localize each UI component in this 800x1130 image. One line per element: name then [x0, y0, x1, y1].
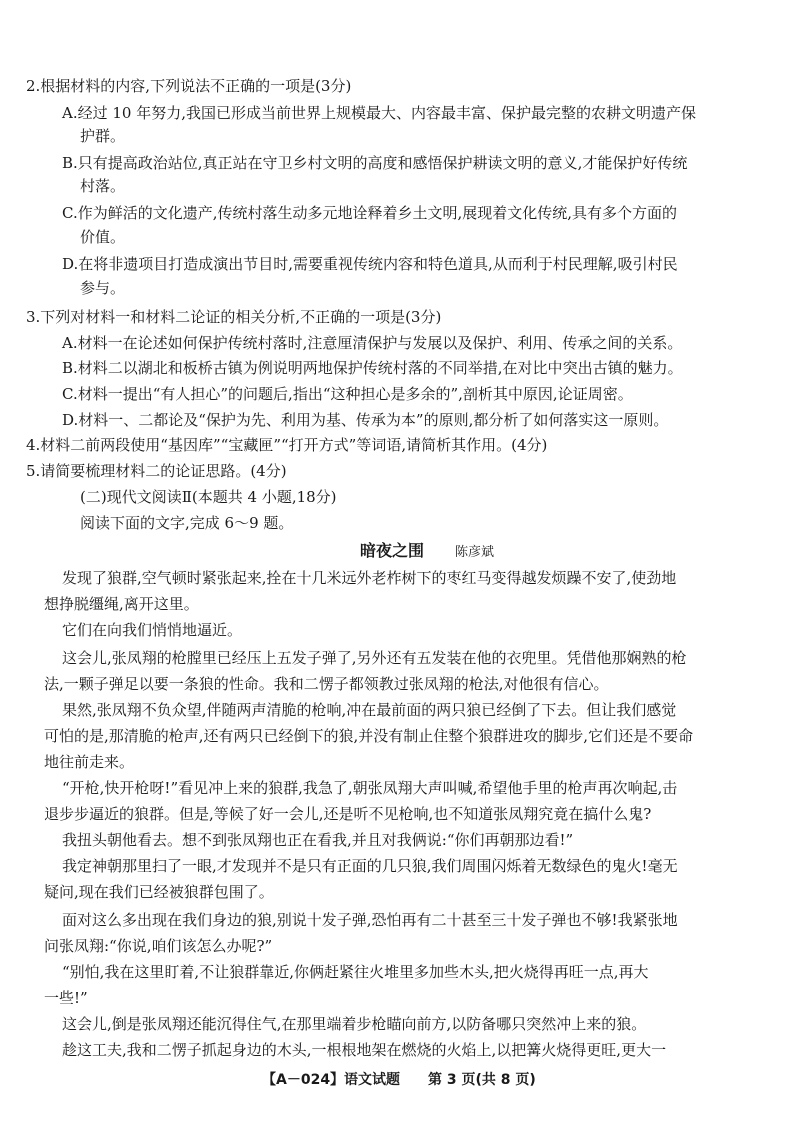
q4: 4.材料二前两段使用“基因库”“宝藏匣”“打开方式”等词语,请简析其作用。(4分): [26, 436, 548, 454]
story-line: 疑问,现在我们已经被狼群包围了。: [44, 883, 274, 901]
story-line: 果然,张凤翔不负众望,伴随两声清脆的枪响,冲在最前面的两只狼已经倒了下去。但让我们感觉: [62, 701, 677, 719]
q3-option-d: D.材料一、二都论及“保护为先、利用为基、传承为本”的原则,都分析了如何落实这一原则。: [62, 411, 669, 429]
q2-option-c-cont: 价值。: [80, 228, 126, 246]
q2-option-d: D.在将非遗项目打造成演出节目时,需要重视传统内容和特色道具,从而利于村民理解,吸引村民: [62, 255, 678, 273]
story-line: “开枪,快开枪呀!”看见冲上来的狼群,我急了,朝张凤翔大声叫喊,希望他手里的枪声再次响起,击: [62, 779, 678, 797]
q2-option-a-cont: 护群。: [80, 127, 126, 145]
story-line: 这会儿,倒是张凤翔还能沉得住气,在那里端着步枪瞄向前方,以防备哪只突然冲上来的狼。: [62, 1015, 647, 1033]
story-line: 这会儿,张凤翔的枪膛里已经压上五发子弹了,另外还有五发装在他的衣兜里。凭借他那娴熟的枪: [62, 649, 687, 667]
story-line: 想挣脱缰绳,离开这里。: [44, 595, 199, 613]
q2-option-c: C.作为鲜活的文化遗产,传统村落生动多元地诠释着乡土文明,展现着文化传统,具有多个方面的: [62, 204, 678, 222]
story-author: 陈彦斌: [455, 545, 495, 560]
q2-stem: 2.根据材料的内容,下列说法不正确的一项是(3分): [26, 77, 352, 95]
q3-option-a: A.材料一在论述如何保护传统村落时,注意厘清保护与发展以及保护、利用、传承之间的关系。: [62, 334, 683, 352]
story-line: 地往前走来。: [44, 753, 135, 771]
story-line: 问张凤翔:“你说,咱们该怎么办呢?”: [44, 937, 273, 955]
q2-option-d-cont: 参与。: [80, 279, 126, 297]
q3-stem: 3.下列对材料一和材料二论证的相关分析,不正确的一项是(3分): [26, 308, 442, 326]
q2-option-b: B.只有提高政治站位,真正站在守卫乡村文明的高度和感悟保护耕读文明的意义,才能保护好传统: [62, 154, 688, 172]
footer-page-number: 第 3 页(共 8 页): [428, 1072, 536, 1088]
story-line: “别怕,我在这里盯着,不让狼群靠近,你俩赶紧往火堆里多加些木头,把火烧得再旺一点,再大: [62, 963, 649, 981]
reading-instruction: 阅读下面的文字,完成 6～9 题。: [80, 514, 294, 532]
q5: 5.请简要梳理材料二的论证思路。(4分): [26, 462, 287, 480]
footer-exam-code: 【A－024】语文试题: [262, 1072, 401, 1088]
section-heading: (二)现代文阅读Ⅱ(本题共 4 小题,18分): [80, 488, 337, 506]
story-line: 法,一颗子弹足以要一条狼的性命。我和二愣子都领教过张凤翔的枪法,对他很有信心。: [44, 675, 609, 693]
story-line: 一些!”: [44, 989, 88, 1007]
story-title: 暗夜之围: [360, 541, 425, 560]
story-line: 可怕的是,那清脆的枪声,还有两只已经倒下的狼,并没有制止住整个狼群进攻的脚步,它们还是不要命: [44, 727, 694, 745]
q2-option-b-cont: 村落。: [80, 177, 126, 195]
story-line: 面对这么多出现在我们身边的狼,别说十发子弹,恐怕再有二十甚至三十发子弹也不够!我紧张地: [62, 911, 678, 929]
story-line: 它们在向我们悄悄地逼近。: [62, 621, 243, 639]
q3-option-b: B.材料二以湖北和板桥古镇为例说明两地保护传统村落的不同举措,在对比中突出古镇的魅力。: [62, 359, 683, 377]
story-line: 我扭头朝他看去。想不到张凤翔也正在看我,并且对我俩说:“你们再朝那边看!”: [62, 831, 574, 849]
story-line: 退步步逼近的狼群。但是,等候了好一会儿,还是听不见枪响,也不知道张凤翔究竟在搞什么鬼?: [44, 805, 652, 823]
story-line: 我定神朝那里扫了一眼,才发现并不是只有正面的几只狼,我们周围闪烁着无数绿色的鬼火!毫无: [62, 857, 678, 875]
story-line: 趁这工夫,我和二愣子抓起身边的木头,一根根地架在燃烧的火焰上,以把篝火烧得更旺,更大一: [62, 1041, 667, 1059]
q2-option-a: A.经过 10 年努力,我国已形成当前世界上规模最大、内容最丰富、保护最完整的农耕文明遗产保: [62, 104, 696, 122]
story-line: 发现了狼群,空气顿时紧张起来,拴在十几米远外老柞树下的枣红马变得越发烦躁不安了,使劲地: [62, 569, 677, 587]
q3-option-c: C.材料一提出“有人担心”的问题后,指出“这种担心是多余的”,剖析其中原因,论证周密。: [62, 385, 633, 403]
